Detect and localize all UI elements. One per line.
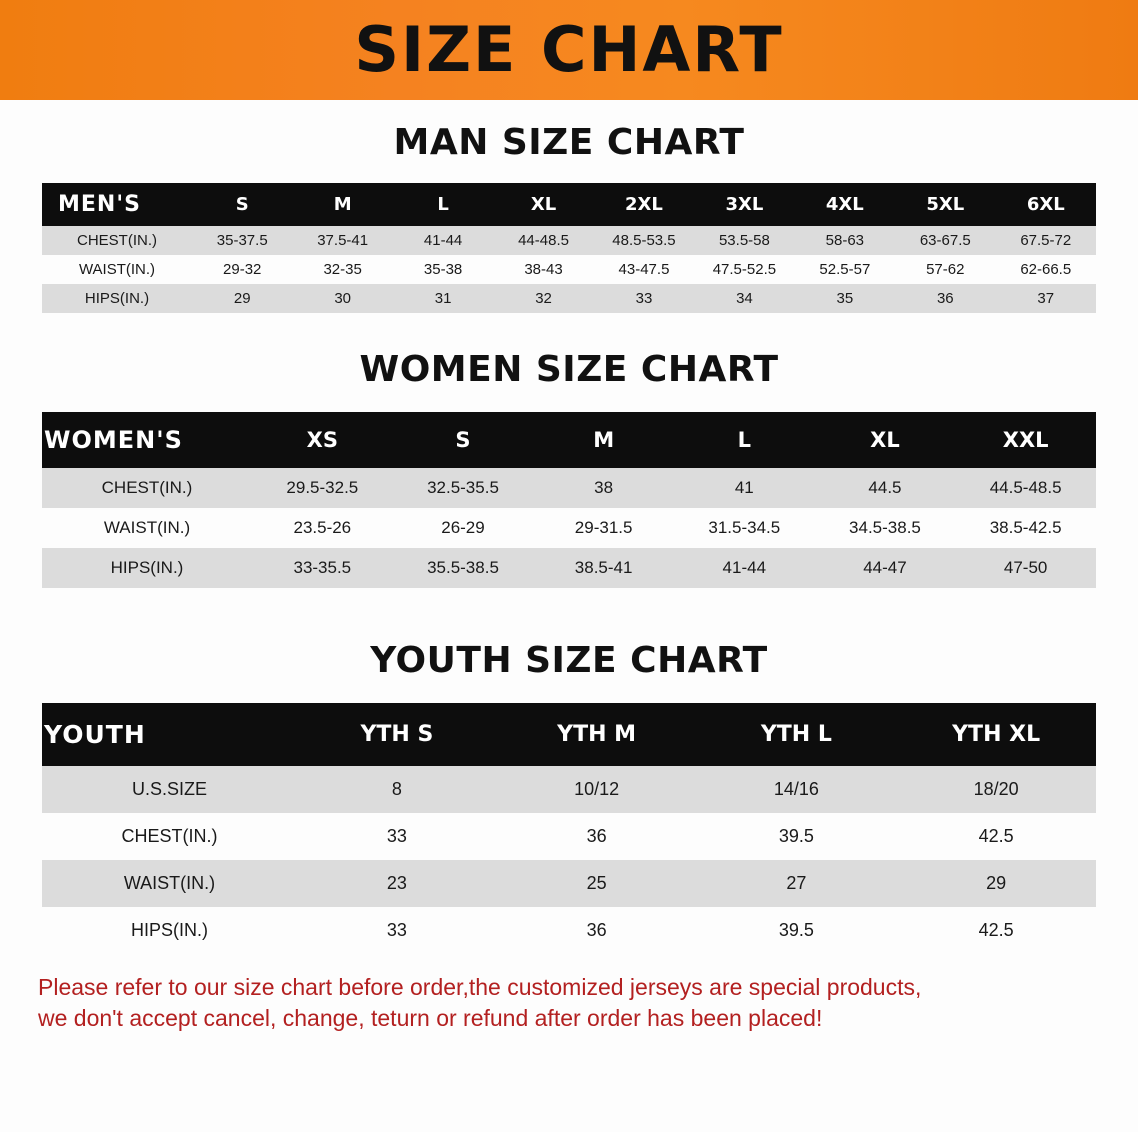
women-row1-cell2: 26-29 bbox=[393, 508, 534, 548]
man-row1-cell3: 35-38 bbox=[393, 255, 493, 284]
women-size-table bbox=[42, 412, 1096, 588]
youth-row0-cell2: 10/12 bbox=[497, 766, 697, 813]
table-header-row bbox=[42, 183, 1096, 226]
women-table-head bbox=[42, 412, 1096, 468]
women-row0-cell1: 29.5-32.5 bbox=[252, 468, 393, 508]
man-header-cell-2: M bbox=[292, 183, 392, 226]
man-row0-cell1: 35-37.5 bbox=[192, 226, 292, 255]
women-header-cell-3: M bbox=[533, 412, 674, 468]
table-row bbox=[42, 813, 1096, 860]
table-row bbox=[42, 468, 1096, 508]
women-row1-cell3: 29-31.5 bbox=[533, 508, 674, 548]
table-row bbox=[42, 860, 1096, 907]
youth-row2-cell2: 25 bbox=[497, 860, 697, 907]
man-row2-cell7: 35 bbox=[795, 284, 895, 313]
man-header-cell-5: 2XL bbox=[594, 183, 694, 226]
man-row1-cell9: 62-66.5 bbox=[996, 255, 1097, 284]
youth-row0-cell3: 14/16 bbox=[697, 766, 897, 813]
man-row2-cell6: 34 bbox=[694, 284, 794, 313]
women-row0-cell0: CHEST(IN.) bbox=[42, 468, 252, 508]
man-row0-cell8: 63-67.5 bbox=[895, 226, 995, 255]
youth-row3-cell3: 39.5 bbox=[697, 907, 897, 954]
youth-table-wrap bbox=[42, 703, 1096, 954]
women-row2-cell1: 33-35.5 bbox=[252, 548, 393, 588]
table-row bbox=[42, 508, 1096, 548]
youth-row2-cell0: WAIST(IN.) bbox=[42, 860, 297, 907]
table-row bbox=[42, 284, 1096, 313]
women-row2-cell2: 35.5-38.5 bbox=[393, 548, 534, 588]
table-row bbox=[42, 255, 1096, 284]
women-row1-cell6: 38.5-42.5 bbox=[955, 508, 1096, 548]
man-header-cell-1: S bbox=[192, 183, 292, 226]
man-row2-cell8: 36 bbox=[895, 284, 995, 313]
man-row0-cell0: CHEST(IN.) bbox=[42, 226, 192, 255]
women-row2-cell4: 41-44 bbox=[674, 548, 815, 588]
youth-row3-cell0: HIPS(IN.) bbox=[42, 907, 297, 954]
man-row2-cell4: 32 bbox=[493, 284, 593, 313]
man-table-head bbox=[42, 183, 1096, 226]
man-row1-cell1: 29-32 bbox=[192, 255, 292, 284]
youth-row2-cell3: 27 bbox=[697, 860, 897, 907]
youth-row3-cell4: 42.5 bbox=[896, 907, 1096, 954]
man-row0-cell5: 48.5-53.5 bbox=[594, 226, 694, 255]
youth-header-cell-0: YOUTH bbox=[42, 703, 297, 766]
man-row0-cell3: 41-44 bbox=[393, 226, 493, 255]
table-row bbox=[42, 226, 1096, 255]
women-header-cell-0: WOMEN'S bbox=[42, 412, 252, 468]
women-row1-cell0: WAIST(IN.) bbox=[42, 508, 252, 548]
man-row1-cell7: 52.5-57 bbox=[795, 255, 895, 284]
youth-header-cell-3: YTH L bbox=[697, 703, 897, 766]
man-row1-cell6: 47.5-52.5 bbox=[694, 255, 794, 284]
man-row1-cell2: 32-35 bbox=[292, 255, 392, 284]
man-header-cell-3: L bbox=[393, 183, 493, 226]
man-row1-cell0: WAIST(IN.) bbox=[42, 255, 192, 284]
youth-row3-cell2: 36 bbox=[497, 907, 697, 954]
banner bbox=[0, 0, 1138, 100]
man-row2-cell5: 33 bbox=[594, 284, 694, 313]
women-section-title: WOMEN SIZE CHART bbox=[359, 349, 779, 390]
youth-row1-cell2: 36 bbox=[497, 813, 697, 860]
women-header-cell-1: XS bbox=[252, 412, 393, 468]
policy-note bbox=[38, 972, 1100, 1034]
women-row0-cell5: 44.5 bbox=[815, 468, 956, 508]
man-row0-cell4: 44-48.5 bbox=[493, 226, 593, 255]
youth-row2-cell1: 23 bbox=[297, 860, 497, 907]
youth-row2-cell4: 29 bbox=[896, 860, 1096, 907]
women-header-cell-4: L bbox=[674, 412, 815, 468]
man-section-title: MAN SIZE CHART bbox=[393, 122, 745, 163]
women-row2-cell3: 38.5-41 bbox=[533, 548, 674, 588]
man-header-cell-4: XL bbox=[493, 183, 593, 226]
man-row2-cell1: 29 bbox=[192, 284, 292, 313]
women-header-cell-2: S bbox=[393, 412, 534, 468]
youth-header-cell-1: YTH S bbox=[297, 703, 497, 766]
man-row1-cell5: 43-47.5 bbox=[594, 255, 694, 284]
women-table-body bbox=[42, 468, 1096, 588]
women-row0-cell2: 32.5-35.5 bbox=[393, 468, 534, 508]
table-header-row bbox=[42, 412, 1096, 468]
youth-header-cell-2: YTH M bbox=[497, 703, 697, 766]
youth-row3-cell1: 33 bbox=[297, 907, 497, 954]
man-row1-cell8: 57-62 bbox=[895, 255, 995, 284]
table-row bbox=[42, 766, 1096, 813]
man-header-cell-8: 5XL bbox=[895, 183, 995, 226]
man-row2-cell3: 31 bbox=[393, 284, 493, 313]
women-row2-cell6: 47-50 bbox=[955, 548, 1096, 588]
women-row0-cell6: 44.5-48.5 bbox=[955, 468, 1096, 508]
man-header-cell-9: 6XL bbox=[996, 183, 1097, 226]
table-row bbox=[42, 548, 1096, 588]
man-header-cell-6: 3XL bbox=[694, 183, 794, 226]
table-header-row bbox=[42, 703, 1096, 766]
women-table-wrap bbox=[42, 412, 1096, 588]
women-row0-cell3: 38 bbox=[533, 468, 674, 508]
man-table-wrap bbox=[42, 183, 1096, 313]
women-row0-cell4: 41 bbox=[674, 468, 815, 508]
man-row0-cell2: 37.5-41 bbox=[292, 226, 392, 255]
women-row1-cell1: 23.5-26 bbox=[252, 508, 393, 548]
man-row1-cell4: 38-43 bbox=[493, 255, 593, 284]
policy-note-line-2: we don't accept cancel, change, teturn or refund after order has been placed! bbox=[38, 1005, 823, 1032]
man-row0-cell9: 67.5-72 bbox=[996, 226, 1097, 255]
man-row2-cell2: 30 bbox=[292, 284, 392, 313]
youth-header-cell-4: YTH XL bbox=[896, 703, 1096, 766]
man-row0-cell6: 53.5-58 bbox=[694, 226, 794, 255]
man-table-body bbox=[42, 226, 1096, 313]
man-row2-cell9: 37 bbox=[996, 284, 1097, 313]
women-row2-cell5: 44-47 bbox=[815, 548, 956, 588]
women-row1-cell4: 31.5-34.5 bbox=[674, 508, 815, 548]
women-row2-cell0: HIPS(IN.) bbox=[42, 548, 252, 588]
policy-note-line-1: Please refer to our size chart before order,the customized jerseys are special products, bbox=[38, 974, 922, 1000]
man-row0-cell7: 58-63 bbox=[795, 226, 895, 255]
youth-row0-cell0: U.S.SIZE bbox=[42, 766, 297, 813]
women-header-cell-6: XXL bbox=[955, 412, 1096, 468]
youth-section-title: YOUTH SIZE CHART bbox=[370, 640, 768, 681]
man-size-table bbox=[42, 183, 1096, 313]
youth-row0-cell1: 8 bbox=[297, 766, 497, 813]
youth-row1-cell3: 39.5 bbox=[697, 813, 897, 860]
youth-row1-cell0: CHEST(IN.) bbox=[42, 813, 297, 860]
youth-row1-cell1: 33 bbox=[297, 813, 497, 860]
youth-table-head bbox=[42, 703, 1096, 766]
table-row bbox=[42, 907, 1096, 954]
women-row1-cell5: 34.5-38.5 bbox=[815, 508, 956, 548]
page-title: SIZE CHART bbox=[354, 13, 784, 86]
youth-size-table bbox=[42, 703, 1096, 954]
man-header-cell-7: 4XL bbox=[795, 183, 895, 226]
youth-row0-cell4: 18/20 bbox=[896, 766, 1096, 813]
youth-table-body bbox=[42, 766, 1096, 954]
man-row2-cell0: HIPS(IN.) bbox=[42, 284, 192, 313]
women-header-cell-5: XL bbox=[815, 412, 956, 468]
man-header-cell-0: MEN'S bbox=[42, 183, 192, 226]
youth-row1-cell4: 42.5 bbox=[896, 813, 1096, 860]
